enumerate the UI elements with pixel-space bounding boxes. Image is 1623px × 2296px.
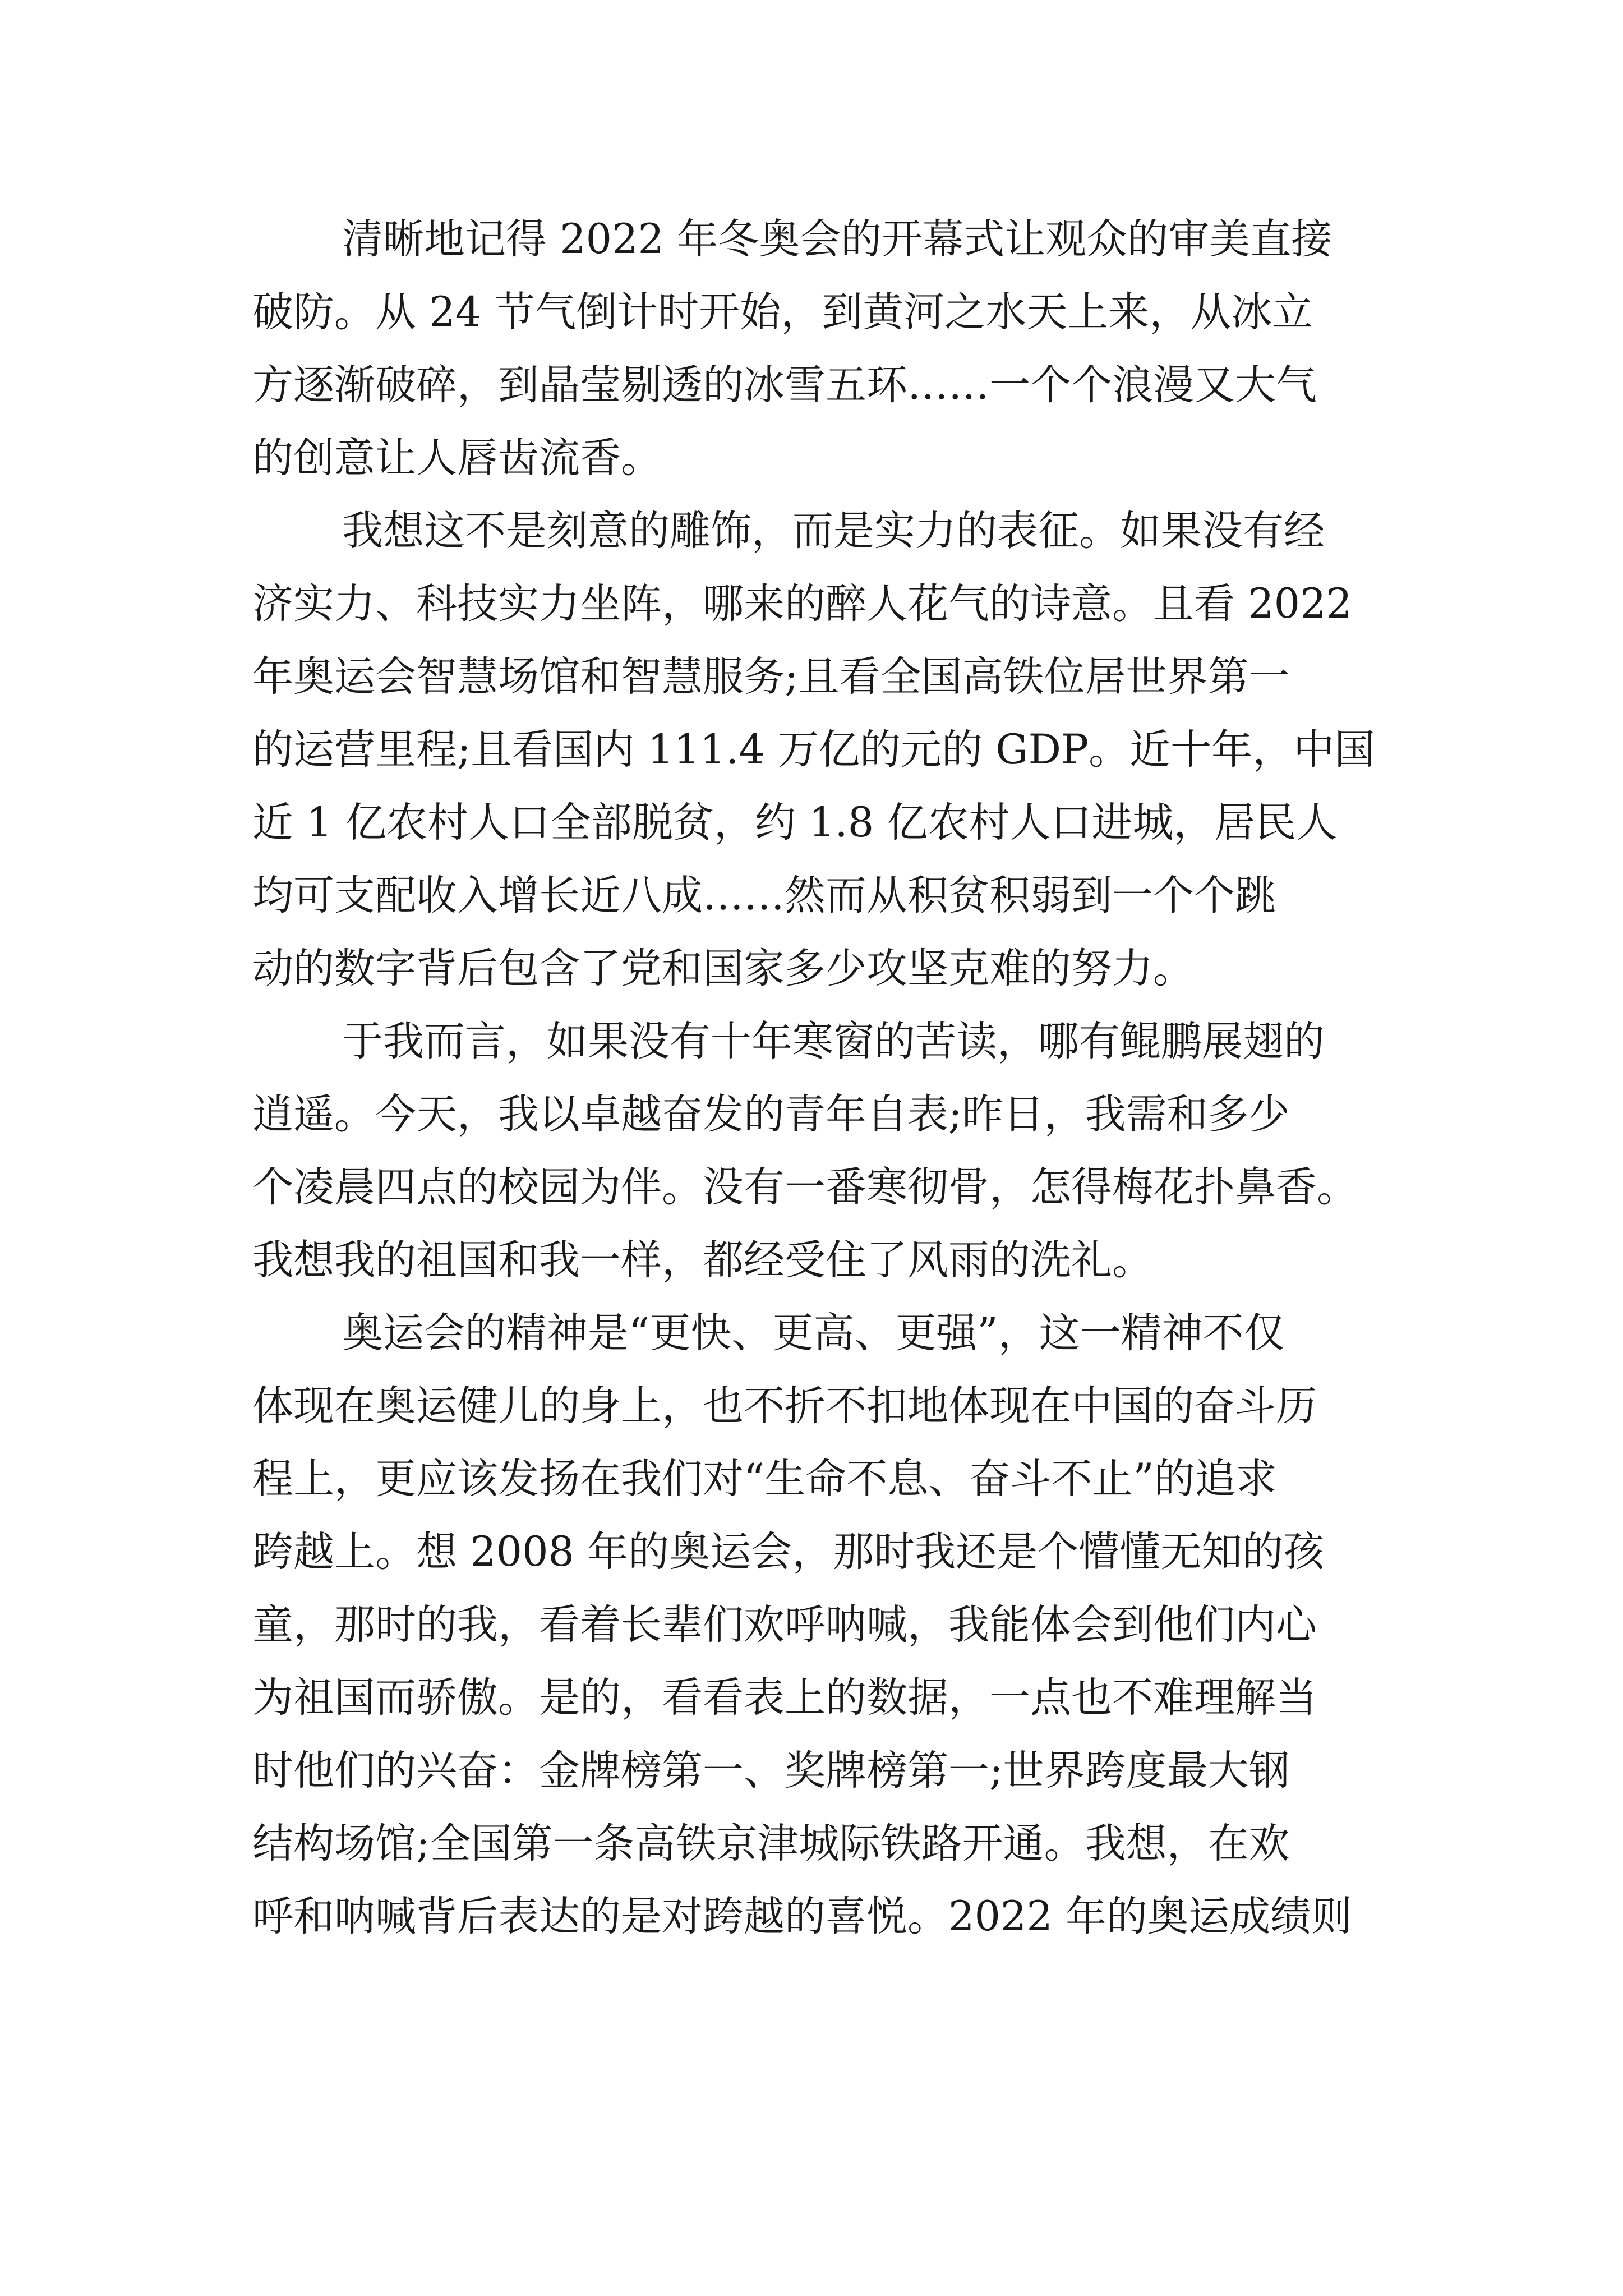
paragraph-4-line-2: 体现在奥运健儿的身上，也不折不扣地体现在中国的奋斗历: [252, 1382, 1317, 1430]
paragraph-3-line-3: 个凌晨四点的校园为伴。没有一番寒彻骨，怎得梅花扑鼻香。: [252, 1163, 1358, 1211]
paragraph-2-line-5: 近 1 亿农村人口全部脱贫，约 1.8 亿农村人口进城，居民人: [252, 799, 1338, 846]
paragraph-4-line-1: 奥运会的精神是“更快、更高、更强”，这一精神不仅: [342, 1309, 1285, 1357]
paragraph-1-line-2: 破防。从 24 节气倒计时开始，到黄河之水天上来，从冰立: [252, 288, 1313, 336]
paragraph-3-line-4: 我想我的祖国和我一样，都经受住了风雨的洗礼。: [252, 1236, 1153, 1284]
paragraph-4-line-4: 跨越上。想 2008 年的奥运会，那时我还是个懵懂无知的孩: [252, 1528, 1325, 1576]
paragraph-1-line-1: 清晰地记得 2022 年冬奥会的开幕式让观众的审美直接: [342, 215, 1332, 263]
paragraph-1-line-4: 的创意让人唇齿流香。: [252, 434, 662, 482]
paragraph-2-line-6: 均可支配收入增长近八成……然而从积贫积弱到一个个跳: [252, 872, 1276, 919]
paragraph-2-line-3: 年奥运会智慧场馆和智慧服务;且看全国高铁位居世界第一: [252, 653, 1290, 701]
paragraph-1-line-3: 方逐渐破碎，到晶莹剔透的冰雪五环……一个个浪漫又大气: [252, 361, 1317, 409]
paragraph-3-line-2: 逍遥。今天，我以卓越奋发的青年自表;昨日，我需和多少: [252, 1091, 1290, 1138]
paragraph-4-line-7: 时他们的兴奋：金牌榜第一、奖牌榜第一;世界跨度最大钢: [252, 1747, 1290, 1795]
paragraph-4-line-3: 程上，更应该发扬在我们对“生命不息、奋斗不止”的追求: [252, 1455, 1277, 1503]
paragraph-2-line-7: 动的数字背后包含了党和国家多少攻坚克难的努力。: [252, 945, 1194, 992]
paragraph-4-line-8: 结构场馆;全国第一条高铁京津城际铁路开通。我想，在欢: [252, 1820, 1290, 1867]
paragraph-4-line-9: 呼和呐喊背后表达的是对跨越的喜悦。2022 年的奥运成绩则: [252, 1893, 1352, 1940]
paragraph-2-line-1: 我想这不是刻意的雕饰，而是实力的表征。如果没有经: [342, 507, 1325, 555]
paragraph-2-line-2: 济实力、科技实力坐阵，哪来的醉人花气的诗意。且看 2022: [252, 580, 1352, 628]
paragraph-3-line-1: 于我而言，如果没有十年寒窗的苦读，哪有鲲鹏展翅的: [342, 1018, 1325, 1065]
paragraph-4-line-6: 为祖国而骄傲。是的，看看表上的数据，一点也不难理解当: [252, 1674, 1317, 1722]
paragraph-4-line-5: 童，那时的我，看着长辈们欢呼呐喊，我能体会到他们内心: [252, 1601, 1317, 1649]
paragraph-2-line-4: 的运营里程;且看国内 111.4 万亿的元的 GDP。近十年，中国: [252, 726, 1376, 774]
